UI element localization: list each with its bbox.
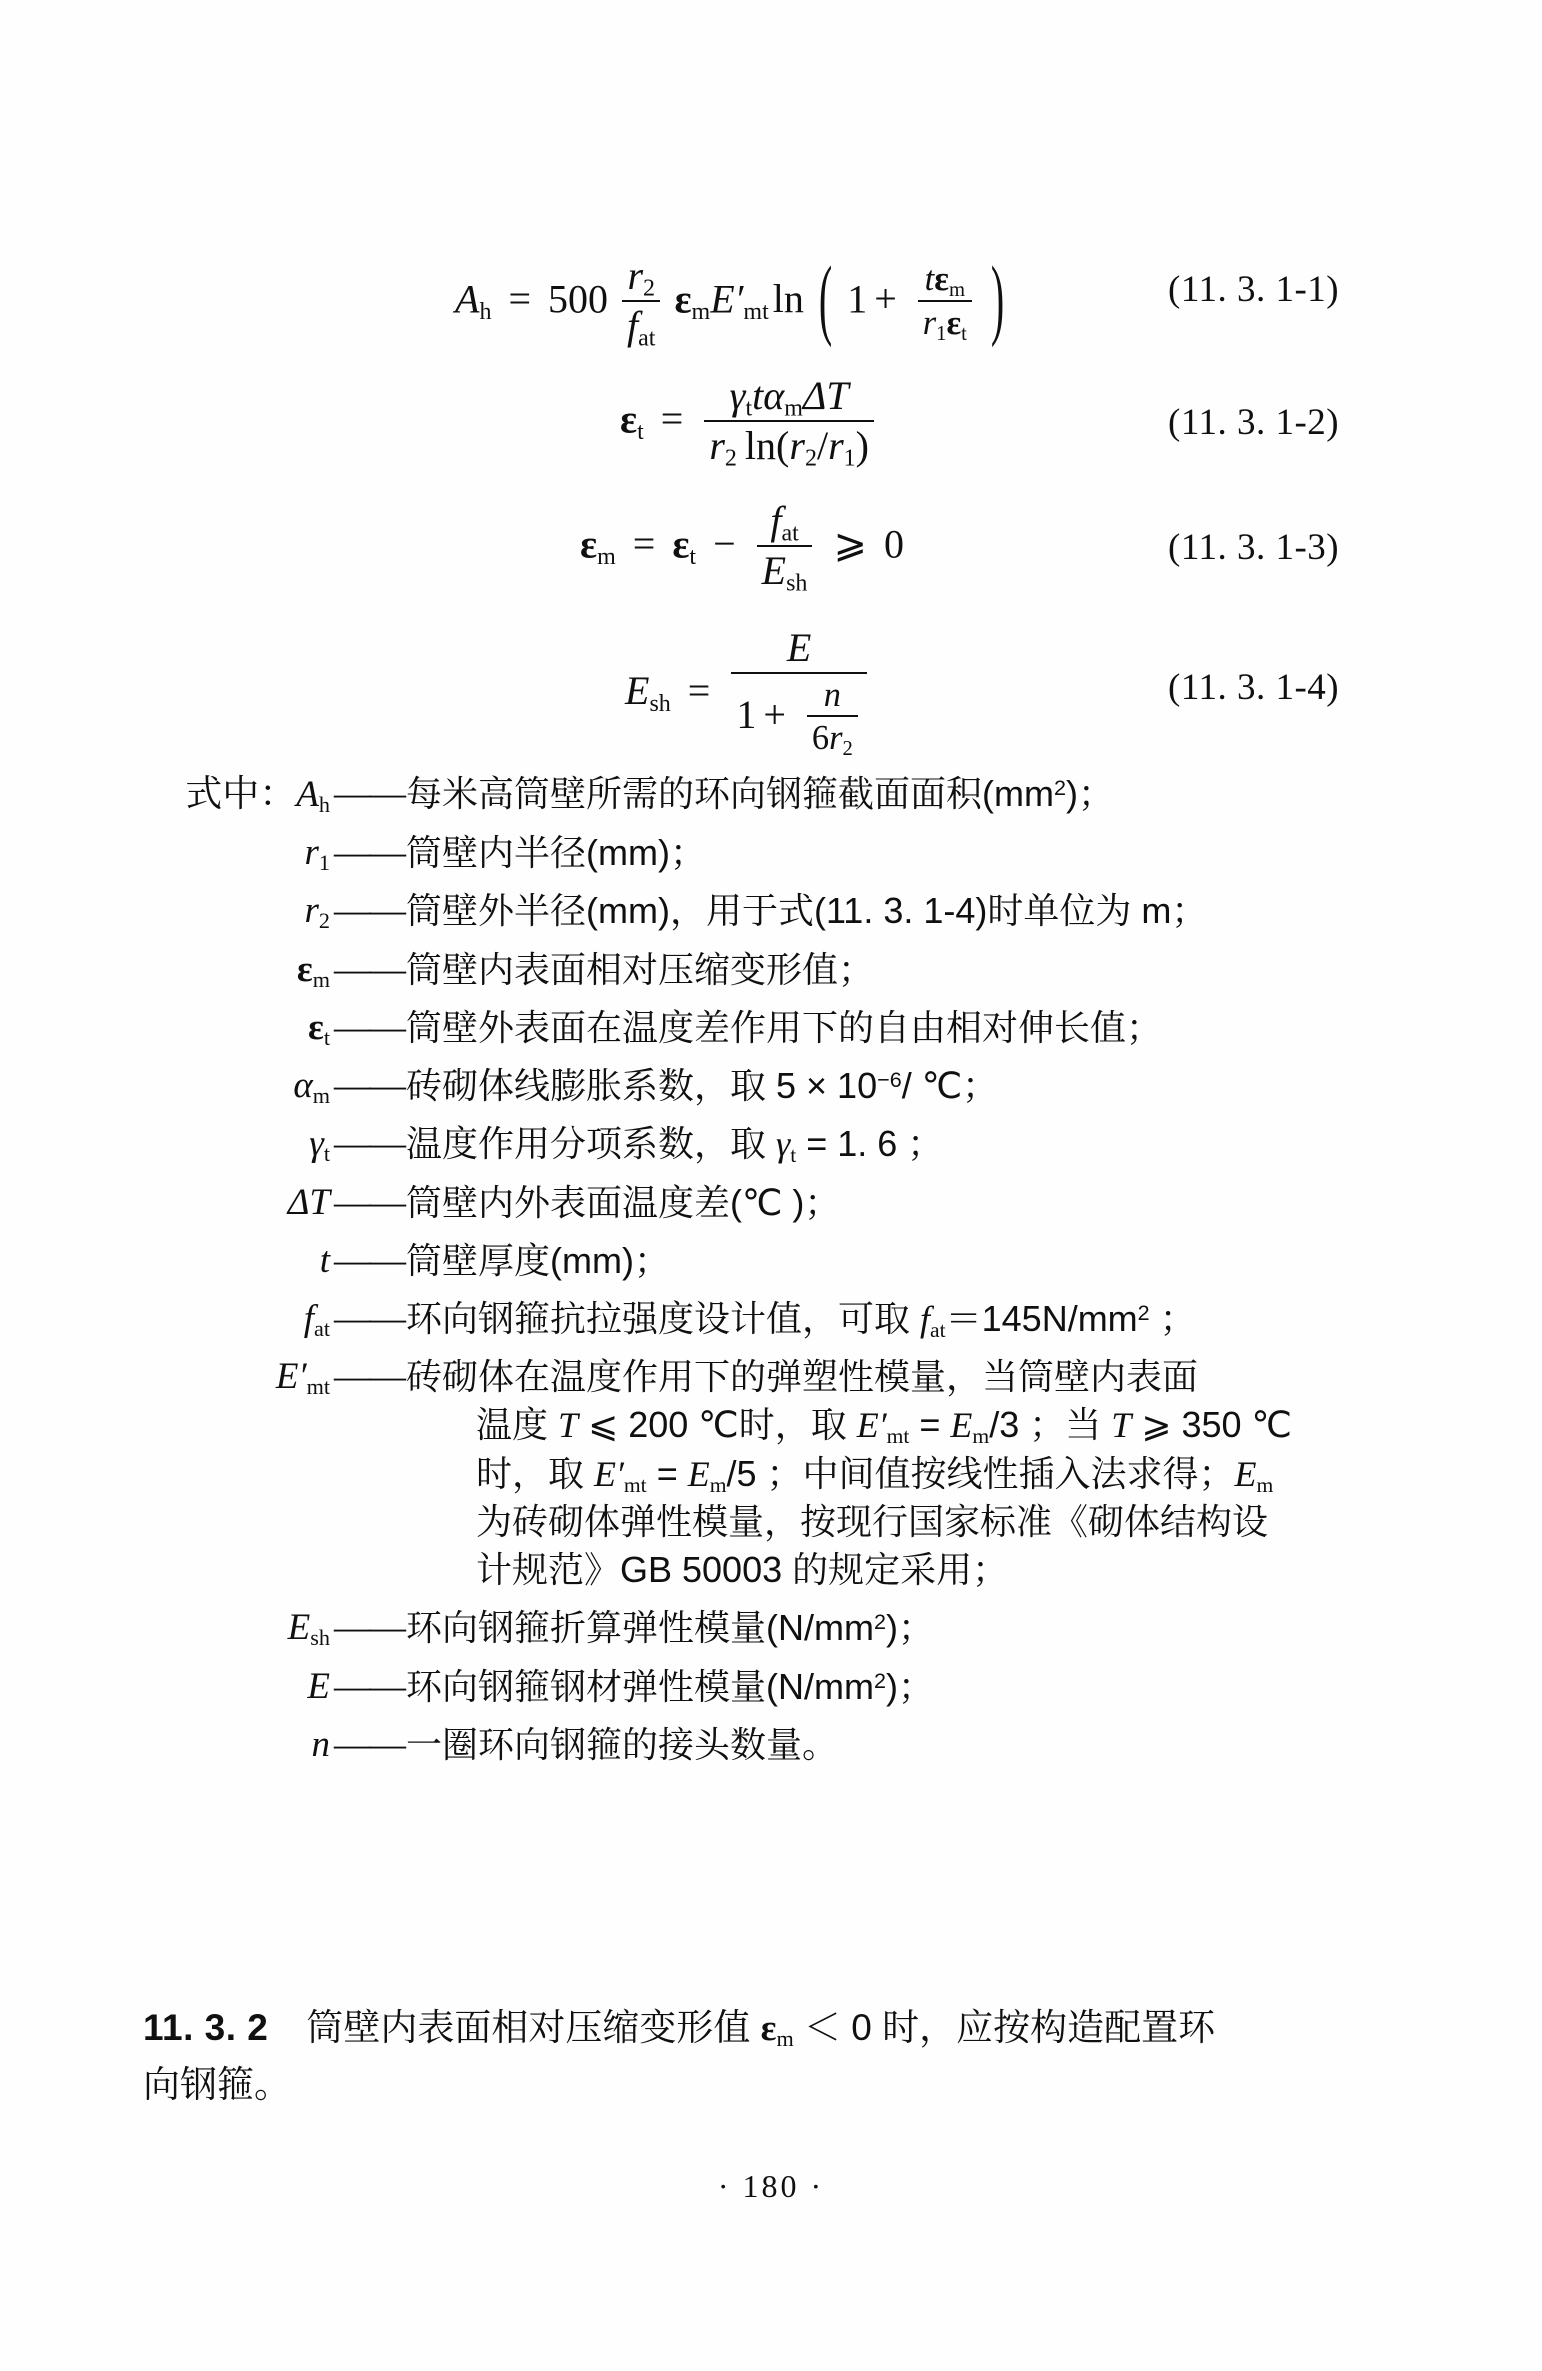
definition-line-4: 为砖砌体弹性模量，按现行国家标准《砌体结构设 <box>476 1500 1269 1542</box>
definition-item-E-sh <box>0 1604 1542 1652</box>
definition-text-E: 环向钢箍钢材弹性模量$(N/mm^2)$； <box>406 1665 934 1707</box>
definition-item-gamma-t <box>0 1120 1542 1168</box>
definition-text-gamma-t: 温度作用分项系数，取 $\gamma_t = 1$. 6 ； <box>406 1123 944 1168</box>
definition-dash: —— <box>334 1006 404 1048</box>
definition-dash: —— <box>334 1065 404 1107</box>
definition-dash: —— <box>334 1356 404 1398</box>
definition-item-r2 <box>0 887 1542 935</box>
definition-item-alpha-m <box>0 1062 1542 1110</box>
clause-text-line2: 向钢箍。 <box>143 2064 291 2106</box>
definition-dash: —— <box>334 948 404 990</box>
definition-symbol-E-sh: $E_{sh}$ <box>287 1607 330 1651</box>
equation-11-3-1-3-body: $\varepsilon_m = \varepsilon_t$ − $\frac{f_{at}}{E_{sh}}$ ⩾ 0 <box>580 498 904 597</box>
definition-symbol-E: E <box>307 1665 330 1707</box>
definition-text-f-at: 环向钢箍抗拉强度设计值，可取 $f_{at}=145N/mm^2$ ； <box>406 1297 1196 1343</box>
definition-symbol-r1: $r_1$ <box>304 832 330 876</box>
definition-dash: —— <box>334 1297 404 1339</box>
definition-item-delta-T <box>0 1179 1542 1227</box>
clause-text-after: ＜ 0 时，应按构造配置环 <box>793 2007 1216 2048</box>
definition-symbol-epsilon-m: $\varepsilon_m$ <box>296 948 330 992</box>
definition-line-5: 计规范》GB 50003 的规定采用； <box>476 1549 1009 1591</box>
definition-symbol-r2: $r_2$ <box>304 890 330 934</box>
clause-symbol-epsilon-m: $\varepsilon_m$ <box>760 2008 794 2052</box>
definition-text-E-prime-mt <box>406 1353 1542 1594</box>
footer-dot-left: · <box>717 2168 732 2204</box>
equation-number-3: (11. 3. 1-3) <box>1168 527 1340 568</box>
definition-symbol-f-at: $f_{at}$ <box>303 1297 330 1342</box>
definition-item-epsilon-t <box>0 1004 1542 1052</box>
definition-symbol-epsilon-t: $\varepsilon_t$ <box>308 1006 330 1050</box>
definition-item-r1 <box>0 829 1542 877</box>
definition-dash: —— <box>334 773 404 814</box>
definition-dash: —— <box>334 890 404 932</box>
definition-dash: —— <box>334 832 404 874</box>
definition-text-n: 一圈环向钢箍的接头数量。 <box>406 1723 839 1765</box>
equation-11-3-1-3 <box>0 493 1542 618</box>
definition-item-Ah <box>0 770 1542 819</box>
equation-11-3-1-4 <box>0 618 1542 761</box>
definition-dash: —— <box>334 1665 404 1707</box>
equation-11-3-1-1 <box>0 238 1542 368</box>
definition-dash: —— <box>334 1607 404 1649</box>
definition-item-t <box>0 1237 1542 1285</box>
equation-11-3-1-1-body: $A_h = 500$ $\frac{r_2}{f_{at}}$ $\varepsilon_mE'_{mt}$ ln ( 1 + $\frac{t\varepsilon_m}{r_1\varepsilon_t}$ ) <box>455 247 1005 352</box>
equation-block <box>0 238 1542 761</box>
definition-dash: —— <box>334 1239 404 1281</box>
clause-11-3-2 <box>143 2000 1403 2113</box>
definition-item-f-at <box>0 1295 1542 1343</box>
equation-number-2: (11. 3. 1-2) <box>1168 402 1340 443</box>
definition-symbol-delta-T: ΔT <box>287 1181 330 1223</box>
definition-text-alpha-m: 砖砌体线膨胀系数，取 $5 \times 10^{-6}/$ ℃； <box>406 1065 999 1107</box>
definition-text-epsilon-t: 筒壁外表面在温度差作用下的自由相对伸长值； <box>406 1006 1163 1048</box>
equation-number-4: (11. 3. 1-4) <box>1168 667 1340 708</box>
definition-text-epsilon-m: 筒壁内表面相对压缩变形值； <box>406 948 875 990</box>
definition-symbol-alpha-m: $\alpha_m$ <box>293 1065 330 1109</box>
definition-item-E-prime-mt <box>0 1353 1542 1594</box>
definition-dash: —— <box>334 1723 404 1765</box>
footer-page-number: 180 <box>742 2168 800 2204</box>
definition-text-delta-T: 筒壁内外表面温度差(℃ )； <box>406 1181 841 1223</box>
definition-item-epsilon-m <box>0 946 1542 994</box>
footer-dot-right: · <box>810 2168 825 2204</box>
equation-11-3-1-2-body: $\varepsilon_t$ = $\frac{\gamma_tt\alpha_m\Delta T}{r_2 \ln(r_2/r_1)}$ <box>620 376 878 471</box>
equation-11-3-1-4-body: $E_{sh}$ = E 1 + $\frac{n}{6r_2}$ <box>625 628 871 762</box>
definition-dash: —— <box>334 1123 404 1165</box>
symbol-definition-list <box>0 770 1542 1779</box>
equation-number-1: (11. 3. 1-1) <box>1168 269 1340 310</box>
clause-number: 11. 3. 2 <box>143 2007 269 2048</box>
definition-symbol-gamma-t: $\gamma_t$ <box>309 1123 330 1167</box>
definition-text-t: 筒壁厚度(mm)； <box>406 1239 670 1281</box>
equation-11-3-1-2 <box>0 368 1542 493</box>
definition-item-n <box>0 1721 1542 1769</box>
definition-text-r1: 筒壁内半径(mm)； <box>406 832 706 874</box>
definition-symbol-n: n <box>311 1723 330 1765</box>
page-footer <box>0 2168 1542 2205</box>
definition-lead-in: 式中： <box>185 773 297 814</box>
definition-line-3: 时，取 $E'_{mt} = E_m/5$ ；中间值按线性插入法求得；$E_m$ <box>476 1452 1274 1497</box>
definition-symbol-t: t <box>319 1239 330 1281</box>
definition-line-1: 砖砌体在温度作用下的弹塑性模量，当筒壁内表面 <box>406 1356 1199 1398</box>
definition-text-E-sh: 环向钢箍折算弹性模量$(N/mm^2)$； <box>406 1607 934 1649</box>
definition-symbol-E-prime-mt: $E'_{mt}$ <box>275 1356 330 1400</box>
definition-text-r2: 筒壁外半径(mm)，用于式(11. 3. 1-4)时单位为 m； <box>406 890 1208 932</box>
definition-item-E <box>0 1663 1542 1711</box>
definition-dash: —— <box>334 1181 404 1223</box>
definition-text-Ah: 每米高筒壁所需的环向钢箍截面面积$(mm^2)$； <box>406 773 1114 814</box>
definition-symbol-Ah: 式中：$A_h$ <box>185 773 330 818</box>
definition-line-2: 温度 T ⩽ 200 ℃时，取 $E'_{mt} = E_m/3$ ；当 T ⩾ 350 ℃ <box>476 1404 1292 1449</box>
clause-text-before: 筒壁内表面相对压缩变形值 <box>306 2007 761 2048</box>
